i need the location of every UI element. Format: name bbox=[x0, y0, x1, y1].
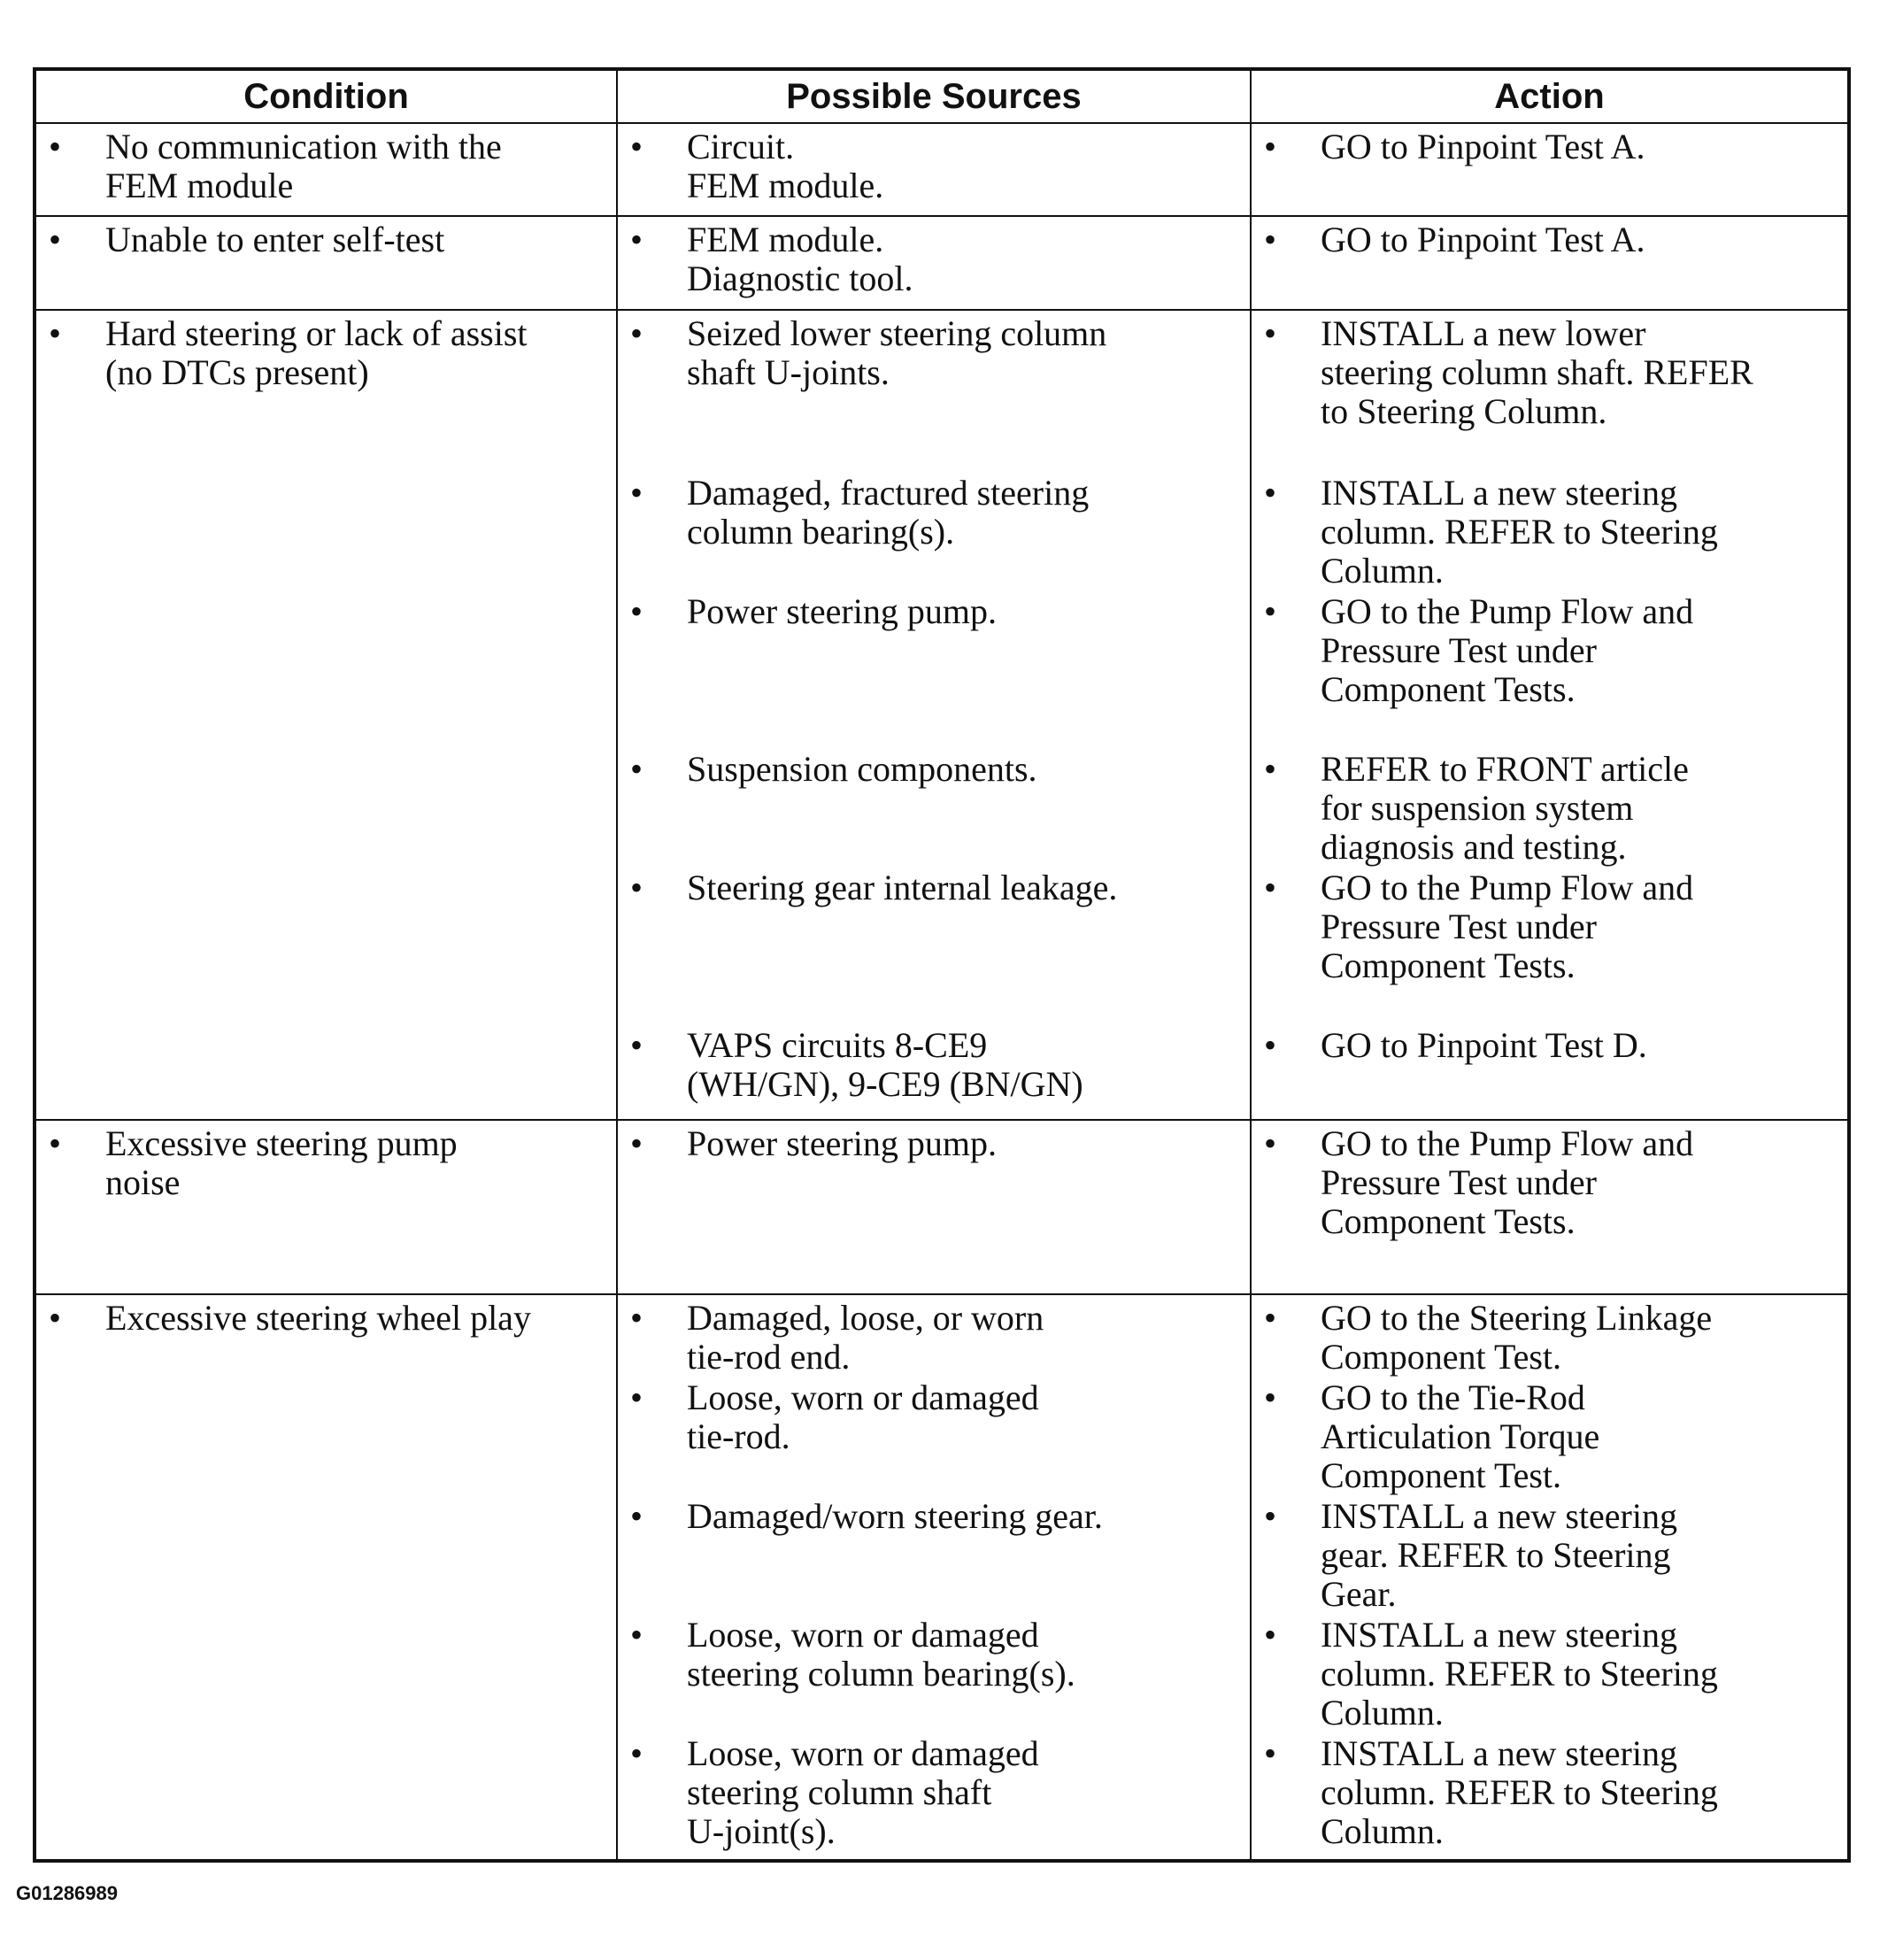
source-item bbox=[618, 127, 1250, 205]
action-item bbox=[1252, 220, 1847, 259]
source-item bbox=[618, 868, 1250, 907]
source-text: Seized lower steering column shaft U-joints. bbox=[687, 313, 1107, 393]
source-text: VAPS circuits 8-CE9 (WH/GN), 9-CE9 (BN/GN) bbox=[687, 1025, 1083, 1105]
action-cell bbox=[1251, 1120, 1849, 1294]
source-item bbox=[618, 750, 1250, 789]
action-text: INSTALL a new steering gear. REFER to Steering Gear. bbox=[1321, 1495, 1677, 1614]
source-text: Damaged/worn steering gear. bbox=[687, 1495, 1103, 1536]
bullet-icon: • bbox=[630, 749, 643, 790]
source-text: Circuit. FEM module. bbox=[687, 127, 884, 205]
source-item bbox=[618, 220, 1250, 298]
source-item bbox=[618, 1026, 1250, 1104]
source-text: Loose, worn or damaged steering column bearing(s). bbox=[687, 1614, 1075, 1694]
bullet-icon: • bbox=[1264, 313, 1277, 354]
bullet-icon: • bbox=[630, 313, 643, 354]
table-body bbox=[35, 123, 1849, 1861]
table-row bbox=[35, 1120, 1849, 1294]
bullet-icon: • bbox=[49, 219, 62, 259]
action-item bbox=[1252, 592, 1847, 709]
source-text: Power steering pump. bbox=[687, 1123, 997, 1163]
figure-code: G01286989 bbox=[16, 1882, 118, 1904]
condition-item bbox=[36, 127, 616, 205]
condition-text: Excessive steering pump noise bbox=[105, 1123, 458, 1202]
bullet-icon: • bbox=[49, 1123, 62, 1163]
source-cell bbox=[617, 216, 1251, 311]
source-text: Power steering pump. bbox=[687, 591, 997, 632]
bullet-icon: • bbox=[630, 1025, 643, 1066]
condition-text: Excessive steering wheel play bbox=[105, 1297, 531, 1338]
condition-text: Unable to enter self-test bbox=[105, 219, 445, 259]
action-text: GO to Pinpoint Test A. bbox=[1321, 219, 1645, 259]
condition-item bbox=[36, 220, 616, 259]
bullet-icon: • bbox=[630, 219, 643, 259]
action-text: GO to the Tie-Rod Articulation Torque Component Test. bbox=[1321, 1377, 1600, 1495]
action-text: GO to the Steering Linkage Component Test. bbox=[1321, 1297, 1713, 1377]
bullet-icon: • bbox=[49, 1297, 62, 1338]
bullet-icon: • bbox=[1264, 473, 1277, 513]
table-row bbox=[35, 216, 1849, 311]
bullet-icon: • bbox=[630, 1732, 643, 1773]
header-action: Action bbox=[1251, 69, 1849, 123]
action-item bbox=[1252, 750, 1847, 867]
bullet-icon: • bbox=[630, 1297, 643, 1338]
bullet-icon: • bbox=[1264, 1732, 1277, 1773]
condition-cell bbox=[35, 1294, 617, 1861]
source-item bbox=[618, 314, 1250, 392]
header-row bbox=[35, 69, 1849, 123]
action-item bbox=[1252, 1616, 1847, 1732]
bullet-icon: • bbox=[1264, 749, 1277, 790]
condition-item bbox=[36, 314, 616, 392]
condition-item bbox=[36, 1124, 616, 1202]
source-cell bbox=[617, 123, 1251, 216]
action-item bbox=[1252, 868, 1847, 985]
source-item bbox=[618, 1299, 1250, 1377]
action-text: INSTALL a new lower steering column shaft. REFER to Steering Column. bbox=[1321, 313, 1753, 432]
action-item bbox=[1252, 1299, 1847, 1377]
bullet-icon: • bbox=[630, 127, 643, 166]
action-cell bbox=[1251, 310, 1849, 1120]
bullet-icon: • bbox=[630, 1123, 643, 1163]
action-cell bbox=[1251, 1294, 1849, 1861]
header-condition: Condition bbox=[35, 69, 617, 123]
bullet-icon: • bbox=[1264, 219, 1277, 259]
action-text: GO to Pinpoint Test D. bbox=[1321, 1025, 1647, 1066]
action-text: GO to the Pump Flow and Pressure Test under Component Tests. bbox=[1321, 591, 1694, 710]
bullet-icon: • bbox=[1264, 127, 1277, 166]
condition-cell bbox=[35, 1120, 617, 1294]
condition-text: No communication with the FEM module bbox=[105, 127, 502, 205]
source-cell bbox=[617, 310, 1251, 1120]
source-text: Damaged, loose, or worn tie-rod end. bbox=[687, 1297, 1044, 1377]
diagnosis-table bbox=[33, 67, 1851, 1863]
source-text: Suspension components. bbox=[687, 749, 1037, 790]
source-item bbox=[618, 474, 1250, 552]
bullet-icon: • bbox=[1264, 591, 1277, 632]
bullet-icon: • bbox=[1264, 1123, 1277, 1163]
table-row bbox=[35, 310, 1849, 1120]
bullet-icon: • bbox=[1264, 868, 1277, 908]
action-item bbox=[1252, 1378, 1847, 1495]
condition-item bbox=[36, 1299, 616, 1338]
action-text: INSTALL a new steering column. REFER to Steering Column. bbox=[1321, 1614, 1718, 1732]
source-cell bbox=[617, 1294, 1251, 1861]
source-item bbox=[618, 1497, 1250, 1536]
action-text: REFER to FRONT article for suspension system diagnosis and testing. bbox=[1321, 749, 1689, 868]
bullet-icon: • bbox=[49, 127, 62, 166]
action-item bbox=[1252, 1497, 1847, 1614]
table-row bbox=[35, 1294, 1849, 1861]
source-item bbox=[618, 1124, 1250, 1163]
source-item bbox=[618, 1734, 1250, 1851]
source-item bbox=[618, 1616, 1250, 1694]
source-item bbox=[618, 592, 1250, 631]
source-text: Steering gear internal leakage. bbox=[687, 868, 1118, 908]
action-item bbox=[1252, 127, 1847, 166]
action-cell bbox=[1251, 216, 1849, 311]
action-cell bbox=[1251, 123, 1849, 216]
action-text: INSTALL a new steering column. REFER to Steering Column. bbox=[1321, 473, 1718, 591]
bullet-icon: • bbox=[630, 473, 643, 513]
action-text: GO to Pinpoint Test A. bbox=[1321, 127, 1645, 166]
bullet-icon: • bbox=[1264, 1025, 1277, 1066]
source-text: Loose, worn or damaged steering column shaft U-joint(s). bbox=[687, 1732, 1039, 1851]
condition-text: Hard steering or lack of assist (no DTCs present) bbox=[105, 313, 528, 393]
source-cell bbox=[617, 1120, 1251, 1294]
source-text: Damaged, fractured steering column bearing(s). bbox=[687, 473, 1090, 552]
header-possible-sources: Possible Sources bbox=[617, 69, 1251, 123]
bullet-icon: • bbox=[1264, 1297, 1277, 1338]
source-text: FEM module. Diagnostic tool. bbox=[687, 219, 913, 298]
action-item bbox=[1252, 1026, 1847, 1065]
action-item bbox=[1252, 1734, 1847, 1851]
bullet-icon: • bbox=[630, 1614, 643, 1655]
bullet-icon: • bbox=[630, 591, 643, 632]
action-item bbox=[1252, 474, 1847, 590]
action-text: INSTALL a new steering column. REFER to Steering Column. bbox=[1321, 1732, 1718, 1851]
source-text: Loose, worn or damaged tie-rod. bbox=[687, 1377, 1039, 1456]
condition-cell bbox=[35, 216, 617, 311]
action-item bbox=[1252, 1124, 1847, 1241]
bullet-icon: • bbox=[49, 313, 62, 354]
action-item bbox=[1252, 314, 1847, 431]
action-text: GO to the Pump Flow and Pressure Test under Component Tests. bbox=[1321, 1123, 1694, 1241]
bullet-icon: • bbox=[630, 1377, 643, 1417]
bullet-icon: • bbox=[630, 868, 643, 908]
bullet-icon: • bbox=[1264, 1377, 1277, 1417]
condition-cell bbox=[35, 123, 617, 216]
source-item bbox=[618, 1378, 1250, 1456]
bullet-icon: • bbox=[630, 1495, 643, 1536]
table-row bbox=[35, 123, 1849, 216]
action-text: GO to the Pump Flow and Pressure Test under Component Tests. bbox=[1321, 868, 1694, 986]
condition-cell bbox=[35, 310, 617, 1120]
bullet-icon: • bbox=[1264, 1614, 1277, 1655]
bullet-icon: • bbox=[1264, 1495, 1277, 1536]
